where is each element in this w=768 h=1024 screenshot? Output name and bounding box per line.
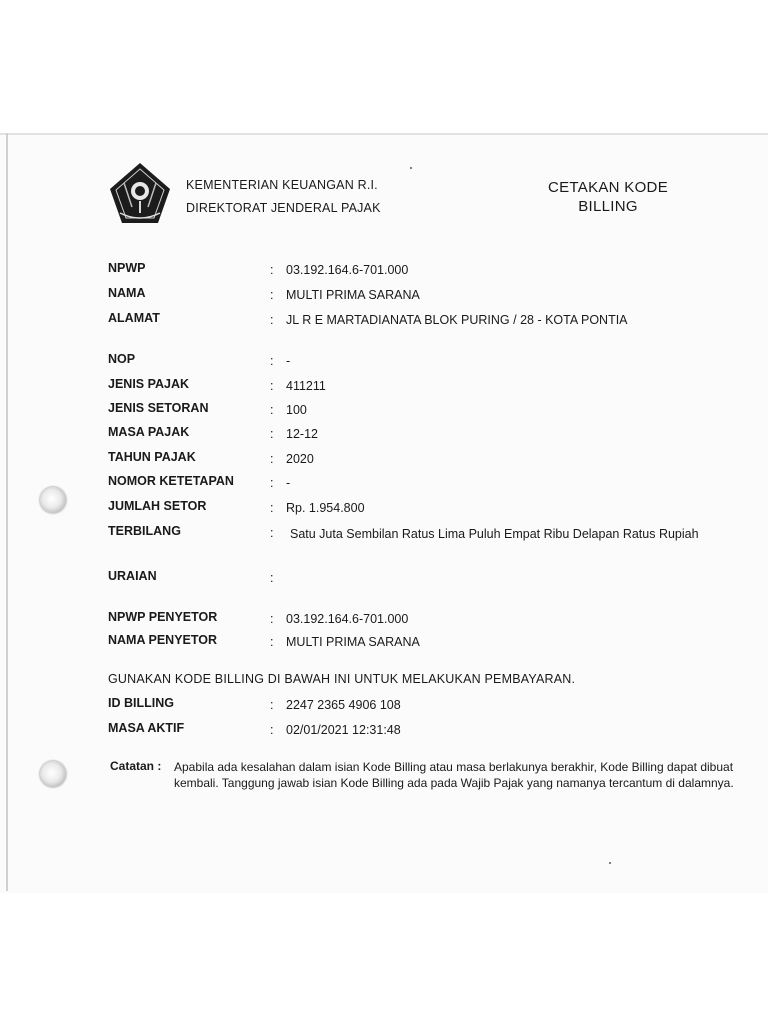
scan-speck xyxy=(609,862,611,864)
org-ministry: KEMENTERIAN KEUANGAN R.I. xyxy=(186,178,378,192)
value-terbilang: Satu Juta Sembilan Ratus Lima Puluh Empat Ribu Delapan Ratus Rupiah xyxy=(290,527,699,541)
value-npwp-penyetor: 03.192.164.6-701.000 xyxy=(286,612,409,626)
label-jenis-pajak: JENIS PAJAK xyxy=(108,377,190,391)
colon: : xyxy=(270,403,274,417)
title-line-2: BILLING xyxy=(578,198,638,215)
colon: : xyxy=(270,612,274,626)
label-jumlah-setor: JUMLAH SETOR xyxy=(108,499,207,513)
label-masa-aktif: MASA AKTIF xyxy=(108,721,185,735)
label-alamat: ALAMAT xyxy=(108,311,160,325)
label-jenis-setoran: JENIS SETORAN xyxy=(108,401,209,415)
value-masa-pajak: 12-12 xyxy=(286,427,318,441)
value-id-billing: 2247 2365 4906 108 xyxy=(286,698,401,712)
note-label: Catatan : xyxy=(110,759,162,773)
colon: : xyxy=(270,313,274,327)
label-uraian: URAIAN xyxy=(108,569,157,583)
colon: : xyxy=(270,452,274,466)
label-npwp-penyetor: NPWP PENYETOR xyxy=(108,610,218,624)
label-nop: NOP xyxy=(108,352,136,366)
colon: : xyxy=(270,427,274,441)
colon: : xyxy=(270,526,274,540)
colon: : xyxy=(270,476,274,490)
value-nama: MULTI PRIMA SARANA xyxy=(286,288,420,302)
colon: : xyxy=(270,635,274,649)
value-tahun-pajak: 2020 xyxy=(286,452,314,466)
colon: : xyxy=(270,698,274,712)
value-alamat: JL R E MARTADIANATA BLOK PURING / 28 - KOTA PONTIA xyxy=(286,313,628,327)
value-npwp: 03.192.164.6-701.000 xyxy=(286,263,409,277)
colon: : xyxy=(270,263,274,277)
label-tahun-pajak: TAHUN PAJAK xyxy=(108,450,196,464)
value-masa-aktif: 02/01/2021 12:31:48 xyxy=(286,723,401,737)
note-text: Apabila ada kesalahan dalam isian Kode Billing atau masa berlakunya berakhir, Kode Billing dapat dibuat kembali. Tanggung jawab isian Kode Billing ada pada Wajib Pajak yang namanya tercantum di dalamnya. xyxy=(174,760,734,790)
value-jenis-setoran: 100 xyxy=(286,403,307,417)
label-id-billing: ID BILLING xyxy=(108,696,174,710)
punch-hole-top xyxy=(40,487,66,513)
payment-instruction: GUNAKAN KODE BILLING DI BAWAH INI UNTUK MELAKUKAN PEMBAYARAN. xyxy=(108,672,576,686)
kemenkeu-emblem-icon xyxy=(106,161,174,225)
org-directorate: DIREKTORAT JENDERAL PAJAK xyxy=(186,201,381,215)
scan-edge xyxy=(6,133,8,891)
value-nama-penyetor: MULTI PRIMA SARANA xyxy=(286,635,420,649)
punch-hole-bottom xyxy=(40,761,66,787)
label-masa-pajak: MASA PAJAK xyxy=(108,425,190,439)
colon: : xyxy=(270,288,274,302)
label-nomor-ketetapan: NOMOR KETETAPAN xyxy=(108,474,234,488)
label-terbilang: TERBILANG xyxy=(108,524,181,538)
colon: : xyxy=(270,379,274,393)
value-nop: - xyxy=(286,354,291,368)
label-npwp: NPWP xyxy=(108,261,146,275)
colon: : xyxy=(270,571,274,585)
value-jumlah-setor: Rp. 1.954.800 xyxy=(286,501,365,515)
document-title xyxy=(530,178,686,216)
colon: : xyxy=(270,501,274,515)
value-nomor-ketetapan: - xyxy=(286,476,291,490)
label-nama: NAMA xyxy=(108,286,146,300)
colon: : xyxy=(270,723,274,737)
scan-speck xyxy=(410,167,412,169)
value-jenis-pajak: 411211 xyxy=(286,379,326,393)
label-nama-penyetor: NAMA PENYETOR xyxy=(108,633,218,647)
title-line-1: CETAKAN KODE xyxy=(547,179,668,196)
colon: : xyxy=(270,354,274,368)
